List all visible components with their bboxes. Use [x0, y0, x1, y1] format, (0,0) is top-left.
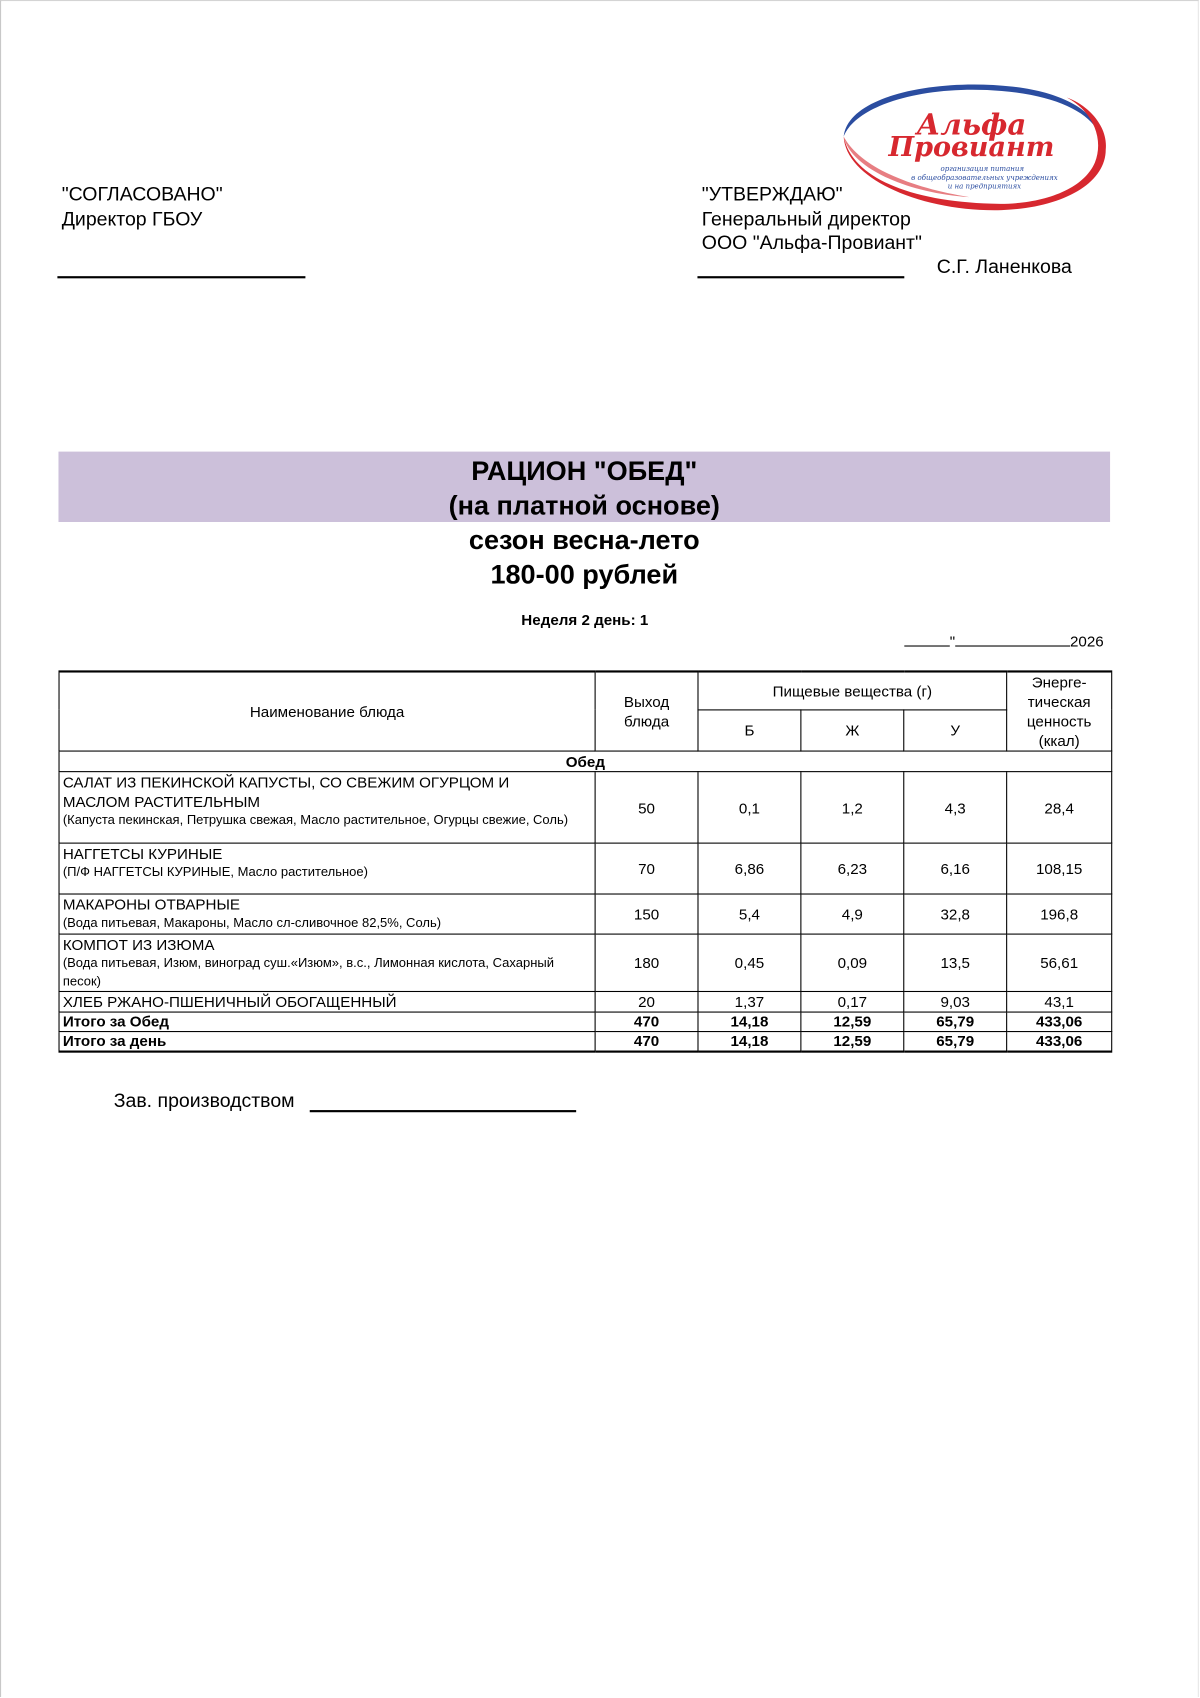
- total-kcal: 433,06: [1007, 1012, 1112, 1031]
- title-line-2: (на платной основе): [448, 490, 720, 521]
- table-row: [59, 772, 1112, 843]
- total-carbs: 65,79: [904, 1032, 1007, 1052]
- dish-cell: [59, 991, 595, 1012]
- total-fat: 12,59: [801, 1012, 904, 1031]
- dish-cell: [59, 934, 595, 991]
- logo-tagline-3: и на предприятиях: [947, 181, 1022, 191]
- header-energy-line4: (ккал): [1038, 732, 1080, 750]
- fat-cell: 6,23: [801, 843, 904, 894]
- fat-cell: 0,17: [801, 991, 904, 1012]
- protein-cell: 5,4: [698, 894, 801, 934]
- signatory-name: С.Г. Ланенкова: [936, 255, 1072, 278]
- title-line-1: РАЦИОН "ОБЕД": [471, 455, 698, 487]
- dish-name: КОМПОТ ИЗ ИЗЮМА: [62, 935, 215, 954]
- dish-ingredients: (Вода питьевая, Макароны, Масло сл-сливочное 82,5%, Соль): [62, 915, 442, 931]
- week-day: Неделя 2 день: 1: [521, 610, 649, 629]
- approval-left-position: Директор ГБОУ: [61, 207, 203, 230]
- header-energy-line3: ценность: [1026, 712, 1092, 730]
- protein-cell: 6,86: [698, 843, 801, 894]
- production-manager-label: Зав. производством: [113, 1089, 295, 1112]
- header-nutrients: Пищевые вещества (г): [698, 671, 1007, 709]
- protein-cell: 0,45: [698, 934, 801, 991]
- dish-ingredients: (Вода питьевая, Изюм, виноград суш.«Изюм», в.с., Лимонная кислота, Сахарный песок): [62, 955, 554, 989]
- approval-left-label: "СОГЛАСОВАНО": [61, 183, 223, 205]
- dish-name: МАКАРОНЫ ОТВАРНЫЕ: [62, 895, 241, 913]
- yield-cell: 20: [595, 991, 698, 1012]
- header-energy-line1: Энерге-: [1031, 673, 1087, 691]
- carbs-cell: 4,3: [904, 772, 1007, 843]
- approval-right-position: Генеральный директор: [701, 207, 911, 230]
- kcal-cell: 108,15: [1007, 843, 1112, 894]
- table-row: [59, 934, 1112, 991]
- total-label: Итого за день: [59, 1032, 595, 1052]
- total-protein: 14,18: [698, 1012, 801, 1031]
- signature-line-left: [57, 276, 305, 278]
- total-fat: 12,59: [801, 1032, 904, 1052]
- logo-tagline-2: в общеобразовательных учреждениях: [911, 172, 1058, 182]
- fat-cell: 1,2: [801, 772, 904, 843]
- table-header-row: [59, 671, 1112, 709]
- total-yield: 470: [595, 1032, 698, 1052]
- menu-table: [58, 670, 1112, 1052]
- total-carbs: 65,79: [904, 1012, 1007, 1031]
- yield-cell: 180: [595, 934, 698, 991]
- header-energy: [1007, 671, 1112, 751]
- protein-cell: 0,1: [698, 772, 801, 843]
- logo-text-line2: Провиант: [888, 131, 1055, 163]
- dish-cell: [59, 772, 595, 843]
- section-row: [59, 751, 1112, 772]
- yield-cell: 50: [595, 772, 698, 843]
- header-dish-name: Наименование блюда: [59, 671, 595, 751]
- header-yield: [595, 671, 698, 751]
- approval-right-label: "УТВЕРЖДАЮ": [701, 183, 843, 205]
- title-line-3: сезон весна-лето: [468, 525, 700, 556]
- dish-cell: [59, 843, 595, 894]
- section-title: Обед: [59, 751, 1112, 772]
- date-field: [904, 630, 1103, 649]
- header-yield-line2: блюда: [623, 712, 670, 730]
- header-yield-line1: Выход: [623, 693, 670, 711]
- company-logo: [839, 80, 1110, 216]
- carbs-cell: 6,16: [904, 843, 1007, 894]
- kcal-cell: 43,1: [1007, 991, 1112, 1012]
- dish-name: ХЛЕБ РЖАНО-ПШЕНИЧНЫЙ ОБОГАЩЕННЫЙ: [62, 993, 397, 1011]
- carbs-cell: 13,5: [904, 934, 1007, 991]
- dish-ingredients: (П/Ф НАГГЕТСЫ КУРИНЫЕ, Масло растительное): [62, 864, 368, 880]
- date-month-blank: [955, 630, 1070, 646]
- dish-ingredients: (Капуста пекинская, Петрушка свежая, Масло растительное, Огурцы свежие, Соль): [62, 812, 569, 828]
- total-kcal: 433,06: [1007, 1032, 1112, 1052]
- date-day-blank: [904, 630, 949, 646]
- carbs-cell: 32,8: [904, 894, 1007, 934]
- total-row-lunch: [59, 1012, 1112, 1031]
- header-carbs: У: [904, 710, 1007, 751]
- header-protein: Б: [698, 710, 801, 751]
- table-row: [59, 894, 1112, 934]
- dish-name: САЛАТ ИЗ ПЕКИНСКОЙ КАПУСТЫ, СО СВЕЖИМ ОГУРЦОМ И: [62, 773, 510, 791]
- dish-name: НАГГЕТСЫ КУРИНЫЕ: [62, 844, 223, 863]
- yield-cell: 70: [595, 843, 698, 894]
- header-fat: Ж: [801, 710, 904, 751]
- logo-tagline-1: организация питания: [940, 164, 1025, 174]
- table-row: [59, 843, 1112, 894]
- table-row: [59, 991, 1112, 1012]
- total-protein: 14,18: [698, 1032, 801, 1052]
- yield-cell: 150: [595, 894, 698, 934]
- total-row-day: [59, 1032, 1112, 1052]
- carbs-cell: 9,03: [904, 991, 1007, 1012]
- date-year: 2026: [1069, 632, 1104, 650]
- total-label: Итого за Обед: [59, 1012, 595, 1031]
- header-energy-line2: тическая: [1027, 693, 1091, 711]
- kcal-cell: 56,61: [1007, 934, 1112, 991]
- fat-cell: 0,09: [801, 934, 904, 991]
- dish-cell: [59, 894, 595, 934]
- logo-text-line1: Альфа: [916, 107, 1027, 142]
- kcal-cell: 196,8: [1007, 894, 1112, 934]
- kcal-cell: 28,4: [1007, 772, 1112, 843]
- title-line-4: 180-00 рублей: [490, 559, 679, 591]
- signature-line-manager: [310, 1110, 576, 1112]
- date-quote: ": [949, 632, 956, 650]
- approval-right-company: ООО "Альфа-Провиант": [701, 231, 922, 254]
- dish-name-cont: МАСЛОМ РАСТИТЕЛЬНЫМ: [62, 792, 261, 811]
- total-yield: 470: [595, 1012, 698, 1031]
- fat-cell: 4,9: [801, 894, 904, 934]
- signature-line-right: [697, 276, 904, 278]
- protein-cell: 1,37: [698, 991, 801, 1012]
